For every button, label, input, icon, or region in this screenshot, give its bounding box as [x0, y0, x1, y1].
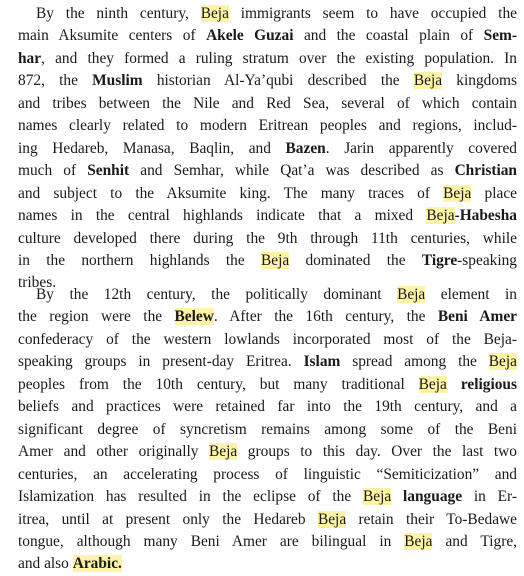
text-line [18, 486, 517, 508]
bold-term: Christian [454, 162, 517, 180]
bold-term: Akele Guzai [206, 27, 294, 45]
text-run: kingdoms [442, 72, 518, 90]
highlighted-term: Beja [404, 532, 433, 550]
text-line [18, 531, 517, 553]
highlighted-term: Beja [397, 286, 426, 303]
text-run: -speaking [457, 251, 518, 269]
text-line [18, 306, 517, 328]
text-line [18, 183, 517, 205]
text-run: tribes. [18, 274, 57, 292]
text-run: main Aksumite centers of [18, 27, 207, 45]
text-line [18, 48, 517, 70]
text-line [18, 138, 517, 160]
text-run: Islamization has resulted in the eclipse of the [18, 488, 363, 506]
text-run: . After the 16th century, the [213, 308, 438, 326]
bold-term: har [18, 49, 42, 67]
text-run: culture developed there during the 9th through 11th centuries, while [18, 229, 517, 247]
bold-term: Muslim [92, 72, 143, 90]
highlighted-bold-term: Belew [174, 308, 214, 326]
bold-term: Tigre [421, 251, 458, 269]
bold-term: Beni Amer [437, 308, 517, 326]
text-line [18, 396, 517, 418]
text-line [18, 115, 517, 137]
text-run [447, 376, 461, 393]
highlighted-term: Beja [200, 5, 229, 22]
bold-term: religious [460, 375, 517, 393]
bold-term: Senhit [87, 162, 130, 180]
text-run: element in [425, 286, 517, 303]
text-run: in Er- [462, 488, 517, 506]
text-run [391, 488, 403, 505]
text-run: itrea, until at present only the Hedareb [18, 510, 318, 528]
text-run: peoples from the 10th century, but many traditional [18, 375, 419, 393]
bold-term: Islam [303, 353, 341, 371]
text-run: names clearly related to modern Eritrean peoples and regions, includ- [18, 117, 517, 135]
text-run: in the northern highlands the [18, 251, 261, 269]
highlighted-term: Beja [426, 207, 455, 225]
text-run: ing Hedareb, Manasa, Baqlin, and [18, 139, 286, 157]
text-line [18, 160, 517, 182]
text-line [18, 205, 517, 227]
text-run: historian Al-Ya’qubi described the [142, 72, 414, 90]
text-run: place [471, 184, 518, 202]
highlighted-term: Beja [317, 510, 347, 528]
text-run: names in the central highlands indicate that a mixed [18, 207, 427, 225]
text-line [18, 329, 517, 351]
text-line [18, 25, 517, 47]
text-run: significant degree of syncretism remains among some of the Beni [18, 420, 517, 438]
text-line [18, 374, 517, 396]
text-line [18, 419, 517, 441]
text-line [36, 3, 517, 25]
text-run: and also [18, 555, 73, 573]
text-line [18, 228, 517, 250]
text-run: . Jarin apparently covered [325, 139, 518, 157]
text-run: and Semhar, while Qat’a was described as [129, 162, 455, 180]
text-run: Amer and other originally [18, 443, 210, 461]
text-line [18, 70, 517, 92]
text-run: spread among the [340, 353, 489, 371]
text-run: speaking groups in present-day Eritrea. [18, 353, 304, 371]
text-run: groups to this day. Over the last two [237, 443, 517, 461]
bold-term: language [403, 488, 463, 506]
highlighted-term: Beja [443, 184, 472, 202]
text-line [18, 464, 517, 486]
highlighted-bold-term: Arabic. [72, 555, 122, 573]
bold-term: Sem- [483, 27, 517, 45]
text-run: the region were the [18, 308, 175, 326]
text-run: dominated the [289, 251, 422, 269]
text-line [36, 284, 517, 306]
text-run: confederacy of the western lowlands incorporated most of the Beja- [18, 330, 517, 348]
highlighted-term: Beja [362, 488, 392, 506]
highlighted-term: Beja [488, 353, 517, 371]
text-run: and the coastal plain of [293, 27, 484, 45]
highlighted-term: Beja [260, 251, 290, 269]
text-run: By the ninth century, [36, 5, 201, 22]
text-line [18, 509, 517, 531]
bold-term: Bazen [285, 139, 326, 157]
text-run: and subject to the Aksumite king. The many traces of [18, 184, 444, 202]
text-run: tongue, although many Beni Amer are bilingual in [18, 532, 405, 550]
bold-term: -Habesha [454, 207, 517, 225]
text-line [18, 250, 517, 272]
text-run: beliefs and practices were retained far into the 19th century, and a [18, 398, 517, 416]
text-run: much of [18, 162, 88, 180]
text-run: , and they formed a ruling stratum over the existing population. In [41, 49, 517, 67]
text-run: and tribes between the Nile and Red Sea, several of which contain [18, 94, 517, 112]
text-run: and Tigre, [432, 532, 517, 550]
text-line [18, 441, 517, 463]
text-run: centuries, an accelerating process of linguistic “Semiticization” and [18, 465, 517, 483]
text-run: By the 12th century, the politically dominant [36, 286, 398, 303]
text-line [18, 351, 517, 373]
text-line [18, 93, 517, 115]
text-run: 872, the [18, 72, 93, 90]
highlighted-term: Beja [413, 72, 443, 90]
highlighted-term: Beja [209, 443, 238, 461]
highlighted-term: Beja [418, 375, 447, 393]
text-run: immigrants seem to have occupied the [228, 5, 517, 22]
text-run: retain their To-Bedawe [346, 510, 518, 528]
